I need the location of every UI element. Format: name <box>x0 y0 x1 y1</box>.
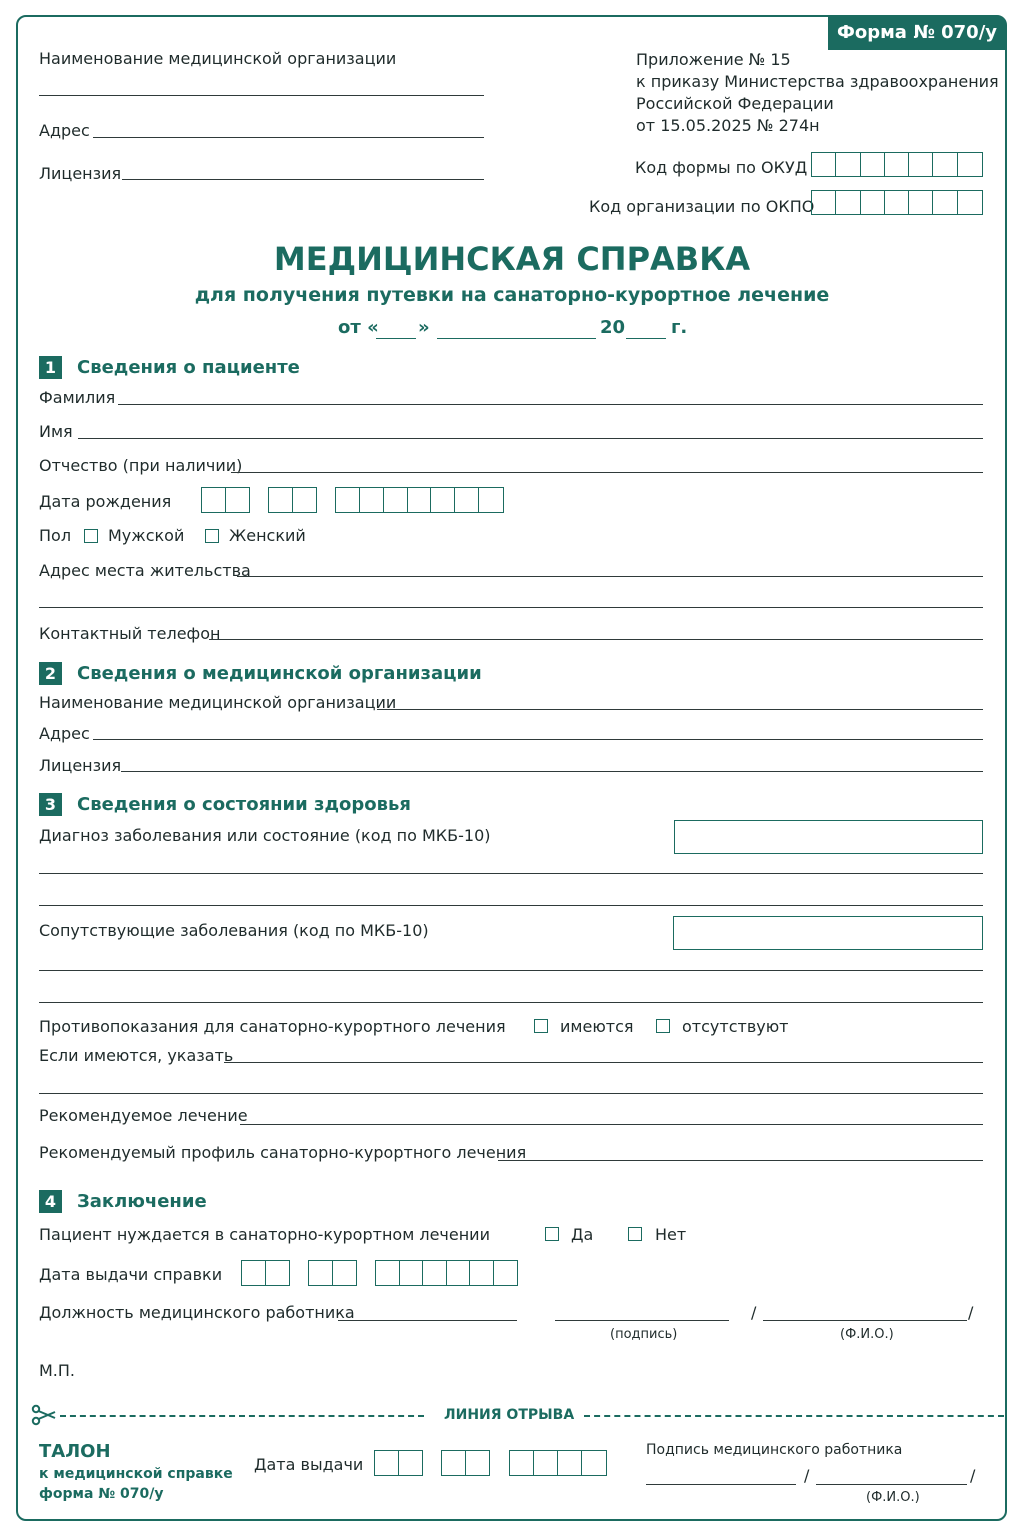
scissors-icon <box>31 1403 57 1427</box>
patronymic-line[interactable] <box>231 472 983 473</box>
date-day-line[interactable] <box>376 338 416 339</box>
coupon-fio-caption: (Ф.И.О.) <box>866 1490 920 1505</box>
birth-month-cells[interactable] <box>268 487 317 513</box>
fio-caption: (Ф.И.О.) <box>840 1327 894 1342</box>
med-org-name-line[interactable] <box>377 709 983 710</box>
okpo-code-cells[interactable] <box>811 190 983 215</box>
coupon-month-cells[interactable] <box>441 1450 490 1476</box>
recommended-label: Рекомендуемое лечение <box>39 1106 248 1125</box>
appendix-line-3: Российской Федерации <box>636 94 834 113</box>
coupon-issue-date-label: Дата выдачи <box>254 1455 364 1474</box>
okud-code-cells[interactable] <box>811 152 983 177</box>
slash-1: / <box>751 1303 757 1322</box>
comorbid-code-box[interactable] <box>673 916 983 950</box>
coupon-sub-2: форма № 070/у <box>39 1486 164 1502</box>
position-line[interactable] <box>338 1320 517 1321</box>
header-org-label: Наименование медицинской организации <box>39 49 397 68</box>
med-org-license-line[interactable] <box>121 771 983 772</box>
diagnosis-line-1[interactable] <box>39 873 983 874</box>
coupon-day-cells[interactable] <box>374 1450 423 1476</box>
sex-female-label: Женский <box>229 526 306 545</box>
med-org-address-label: Адрес <box>39 724 90 743</box>
needs-yes-label: Да <box>571 1225 594 1244</box>
coupon-fio-line[interactable] <box>816 1484 967 1485</box>
header-address-label: Адрес <box>39 121 90 140</box>
date-prefix: от « <box>338 317 379 338</box>
issue-date-label: Дата выдачи справки <box>39 1265 223 1284</box>
needs-no-label: Нет <box>655 1225 687 1244</box>
slash-2: / <box>968 1303 974 1322</box>
document-title: МЕДИЦИНСКАЯ СПРАВКА <box>273 240 751 278</box>
needs-label: Пациент нуждается в санаторно-курортном лечении <box>39 1225 490 1244</box>
signature-caption: (подпись) <box>610 1327 678 1342</box>
contra-yes-label: имеются <box>560 1017 634 1036</box>
coupon-year-cells[interactable] <box>509 1450 607 1476</box>
appendix-line-2: к приказу Министерства здравоохранения <box>636 72 999 91</box>
surname-label: Фамилия <box>39 388 116 407</box>
surname-line[interactable] <box>118 404 983 405</box>
needs-no-checkbox[interactable] <box>628 1227 642 1241</box>
contra-label: Противопоказания для санаторно-курортного лечения <box>39 1017 506 1036</box>
stamp-label: М.П. <box>39 1361 76 1380</box>
med-org-license-label: Лицензия <box>39 756 122 775</box>
section-3-title: Сведения о состоянии здоровья <box>77 794 411 815</box>
coupon-signature-label: Подпись медицинского работника <box>646 1442 903 1458</box>
phone-label: Контактный телефон <box>39 624 221 643</box>
signature-line[interactable] <box>555 1320 729 1321</box>
diagnosis-code-box[interactable] <box>674 820 983 854</box>
appendix-line-1: Приложение № 15 <box>636 50 791 69</box>
comorbid-label: Сопутствующие заболевания (код по МКБ-10) <box>39 921 429 940</box>
tear-line-right <box>584 1415 1004 1417</box>
contra-no-checkbox[interactable] <box>656 1019 670 1033</box>
tear-line-left <box>60 1415 424 1417</box>
coupon-signature-line[interactable] <box>646 1484 796 1485</box>
diagnosis-label: Диагноз заболевания или состояние (код по МКБ-10) <box>39 826 491 845</box>
appendix-line-4: от 15.05.2025 № 274н <box>636 116 820 135</box>
issue-year-cells[interactable] <box>375 1260 518 1286</box>
sex-label: Пол <box>39 526 72 545</box>
header-license-line[interactable] <box>122 179 484 180</box>
residence-line-1[interactable] <box>237 576 983 577</box>
date-suffix: г. <box>671 317 688 338</box>
if-yes-label: Если имеются, указать <box>39 1046 234 1065</box>
sex-male-label: Мужской <box>108 526 185 545</box>
issue-day-cells[interactable] <box>241 1260 290 1286</box>
document-subtitle: для получения путевки на санаторно-курортное лечение <box>194 284 830 306</box>
section-2-title: Сведения о медицинской организации <box>77 663 482 684</box>
phone-line[interactable] <box>209 639 983 640</box>
contra-yes-checkbox[interactable] <box>534 1019 548 1033</box>
needs-yes-checkbox[interactable] <box>545 1227 559 1241</box>
sex-female-checkbox[interactable] <box>205 529 219 543</box>
patronymic-label: Отчество (при наличии) <box>39 456 243 475</box>
issue-month-cells[interactable] <box>308 1260 357 1286</box>
contra-no-label: отсутствуют <box>682 1017 789 1036</box>
coupon-sub-1: к медицинской справке <box>39 1466 233 1482</box>
coupon-title: ТАЛОН <box>39 1441 111 1462</box>
header-org-line[interactable] <box>39 95 484 96</box>
profile-label: Рекомендуемый профиль санаторно-курортного лечения <box>39 1143 527 1162</box>
birth-year-cells[interactable] <box>335 487 504 513</box>
section-4-title: Заключение <box>77 1191 207 1212</box>
coupon-slash-1: / <box>804 1466 810 1485</box>
diagnosis-line-2[interactable] <box>39 905 983 906</box>
birth-date-label: Дата рождения <box>39 492 172 511</box>
residence-line-2[interactable] <box>39 607 983 608</box>
section-3-number: 3 <box>39 793 62 816</box>
okpo-label: Код организации по ОКПО <box>589 197 815 216</box>
date-mid: » <box>418 317 430 338</box>
section-1-number: 1 <box>39 356 62 379</box>
section-2-number: 2 <box>39 662 62 685</box>
name-line[interactable] <box>78 438 983 439</box>
header-license-label: Лицензия <box>39 164 122 183</box>
med-org-address-line[interactable] <box>93 739 983 740</box>
header-address-line[interactable] <box>93 137 484 138</box>
date-year-line[interactable] <box>626 338 666 339</box>
date-month-line[interactable] <box>437 338 596 339</box>
comorbid-line-2[interactable] <box>39 1002 983 1003</box>
fio-line[interactable] <box>763 1320 967 1321</box>
if-yes-line-2[interactable] <box>39 1093 983 1094</box>
comorbid-line-1[interactable] <box>39 970 983 971</box>
name-label: Имя <box>39 422 73 441</box>
birth-day-cells[interactable] <box>201 487 250 513</box>
section-1-title: Сведения о пациенте <box>77 357 300 378</box>
profile-line[interactable] <box>498 1160 983 1161</box>
med-org-name-label: Наименование медицинской организации <box>39 693 397 712</box>
form-number-tag: Форма № 070/у <box>828 16 1006 50</box>
position-label: Должность медицинского работника <box>39 1303 355 1322</box>
tear-line-label: ЛИНИЯ ОТРЫВА <box>444 1407 575 1423</box>
sex-male-checkbox[interactable] <box>84 529 98 543</box>
section-4-number: 4 <box>39 1190 62 1213</box>
recommended-line[interactable] <box>240 1124 983 1125</box>
residence-label: Адрес места жительства <box>39 561 251 580</box>
okud-label: Код формы по ОКУД <box>635 158 808 177</box>
coupon-slash-2: / <box>970 1466 976 1485</box>
if-yes-line-1[interactable] <box>224 1062 983 1063</box>
date-year-prefix: 20 <box>600 317 626 338</box>
